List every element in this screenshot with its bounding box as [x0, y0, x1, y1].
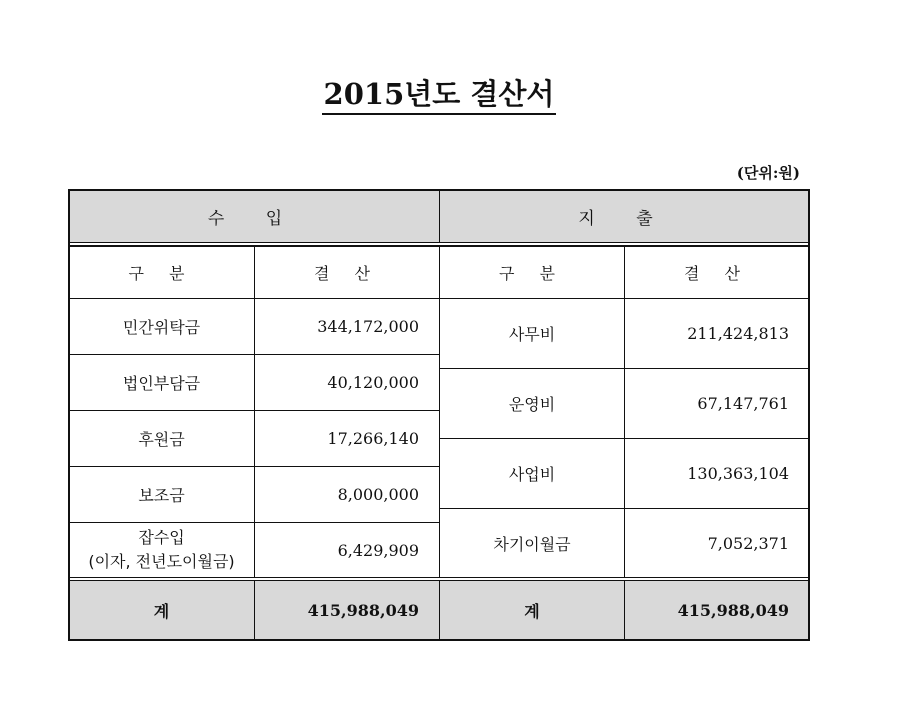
income-amount-cell: 8,000,000 [254, 466, 440, 523]
document-title [0, 72, 878, 113]
income-category-cell: 후원금 [68, 410, 255, 467]
expense-total-amount: 415,988,049 [624, 580, 810, 641]
expense-category-cell: 운영비 [439, 368, 625, 439]
income-category-note: (이자, 전년도이월금) [88, 552, 235, 571]
income-category-cell [68, 522, 255, 578]
expense-amount-cell: 67,147,761 [624, 368, 810, 439]
expense-category-header: 구 분 [439, 246, 625, 299]
expense-amount-cell: 7,052,371 [624, 508, 810, 578]
expense-category-cell: 사무비 [439, 298, 625, 369]
income-amount-header: 결 산 [254, 246, 440, 299]
title-text: 2015년도 결산서 [322, 77, 557, 115]
expense-total-label: 계 [439, 580, 625, 641]
income-category-cell: 보조금 [68, 466, 255, 523]
expense-category-cell: 차기이월금 [439, 508, 625, 578]
expense-amount-cell: 130,363,104 [624, 438, 810, 509]
income-amount-cell: 6,429,909 [254, 522, 440, 578]
income-category-label: 잡수입 [138, 528, 185, 547]
total-double-rule [68, 577, 810, 581]
expense-amount-cell: 211,424,813 [624, 298, 810, 369]
income-category-cell: 민간위탁금 [68, 298, 255, 355]
income-total-amount: 415,988,049 [254, 580, 440, 641]
expense-header: 지 출 [439, 189, 810, 244]
income-amount-cell: 17,266,140 [254, 410, 440, 467]
unit-label: (단위:원) [736, 164, 800, 182]
expense-category-cell: 사업비 [439, 438, 625, 509]
header-double-rule [68, 242, 810, 246]
income-category-cell: 법인부담금 [68, 354, 255, 411]
income-header: 수 입 [68, 189, 440, 244]
income-total-label: 계 [68, 580, 255, 641]
income-category-header: 구 분 [68, 246, 255, 299]
expense-amount-header: 결 산 [624, 246, 810, 299]
income-amount-cell: 344,172,000 [254, 298, 440, 355]
income-amount-cell: 40,120,000 [254, 354, 440, 411]
